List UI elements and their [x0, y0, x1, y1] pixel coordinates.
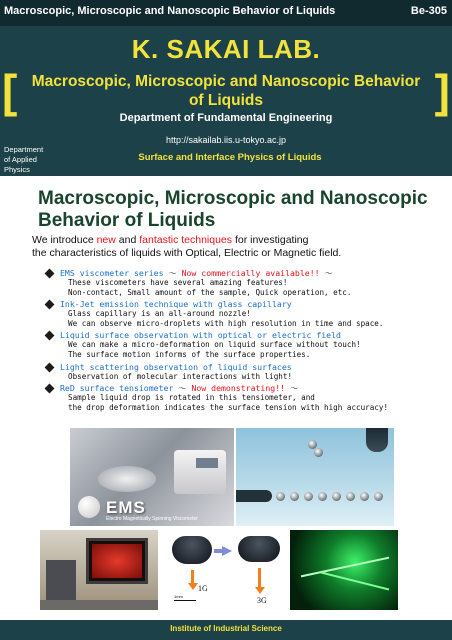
scale-label: 1mm	[174, 594, 183, 599]
intro-line-1	[32, 234, 442, 247]
top-bar-title: Macroscopic, Microscopic and Nanoscopic Behavior of Liquids	[4, 5, 336, 17]
laser-beam-shape	[321, 572, 389, 591]
poster-subtitle	[28, 72, 424, 110]
diamond-bullet-icon	[45, 300, 55, 310]
intro-text-b: and	[115, 234, 140, 246]
item-title: Liquid surface observation with optical or electric field	[60, 330, 341, 341]
droplet-shape	[290, 492, 299, 501]
droplet-shape	[276, 492, 285, 501]
right-bracket-ornament: ]	[434, 65, 450, 117]
side-dept-line-1: Department	[4, 145, 44, 154]
item-highlight: Now commercially available!!	[181, 268, 320, 278]
item-description: These viscometers have several amazing features!	[68, 278, 288, 287]
item-title	[60, 268, 446, 278]
item-tilde: ～	[173, 383, 192, 394]
droplet-shape	[332, 492, 341, 501]
transition-arrow-shaft	[214, 549, 222, 553]
intro-text-a: We introduce	[32, 234, 97, 246]
item-tilde: ～	[163, 268, 182, 278]
droplet-shape	[304, 492, 313, 501]
main-heading	[38, 188, 442, 232]
gravity-arrow-1g	[191, 570, 194, 584]
sample-ball-shape	[78, 496, 100, 518]
item-description: the drop deformation indicates the surface tension with high accuracy!	[68, 402, 389, 412]
viscometer-machine-shape	[174, 450, 226, 494]
monitor-display-shape	[92, 544, 142, 578]
drop-3g-shape	[238, 536, 280, 562]
lab-name: K. SAKAI LAB.	[131, 34, 321, 64]
side-department-label	[4, 145, 43, 175]
technique-list	[46, 268, 446, 414]
machine-screen-shape	[196, 458, 218, 468]
side-dept-line-2: of Applied	[4, 155, 37, 164]
gravity-arrow-head-1g	[188, 583, 198, 590]
laser-beam-shape	[301, 557, 389, 578]
list-item	[46, 383, 446, 412]
item-description: We can observe micro-droplets with high resolution in time and space.	[68, 318, 384, 328]
item-description: Observation of molecular interactions with light!	[68, 371, 293, 381]
droplet-shape	[360, 492, 369, 501]
left-bracket-ornament: [	[2, 65, 18, 117]
item-title-text: ReD surface tensiometer	[60, 383, 174, 394]
light-scattering-photo	[290, 530, 398, 610]
item-highlight: Now demonstrating!!	[191, 383, 286, 394]
ems-logo-subtitle: Electro Magnetically Spinning Viscometer	[106, 516, 198, 522]
ems-logo: EMS	[106, 498, 146, 517]
item-title	[60, 383, 446, 393]
diamond-bullet-icon	[45, 331, 55, 341]
department-name: Department of Fundamental Engineering	[119, 112, 333, 124]
scale-bar	[174, 600, 196, 601]
intro-line-2: the characteristics of liquids with Optical, Electric or Magnetic field.	[32, 247, 342, 259]
item-title: Ink-Jet emission technique with glass capillary	[60, 299, 292, 310]
list-item	[46, 299, 446, 328]
research-field: Surface and Interface Physics of Liquids	[138, 152, 322, 163]
subtitle-line-2: of Liquids	[188, 92, 264, 109]
item-title: Light scattering observation of liquid surfaces	[60, 361, 292, 372]
drop-deformation-photo	[162, 530, 282, 610]
gravity-label-3g: 3G	[257, 596, 267, 605]
subtitle-line-1: Macroscopic, Microscopic and Nanoscopic Behavior	[31, 73, 421, 90]
list-item	[46, 330, 446, 359]
intro-new: new	[96, 234, 116, 246]
diamond-bullet-icon	[45, 362, 55, 372]
item-tilde-end: ～	[319, 268, 333, 278]
main-heading-line-2: Behavior of Liquids	[38, 210, 216, 231]
list-item	[46, 362, 446, 382]
droplet-shape	[314, 448, 323, 457]
gravity-label-1g: 1G	[198, 584, 208, 593]
item-description: The surface motion informs of the surface properties.	[68, 349, 311, 359]
diamond-bullet-icon	[45, 384, 55, 394]
item-description: Glass capillary is an all-around nozzle!	[68, 309, 251, 319]
side-dept-line-3: Physics	[4, 165, 30, 174]
drop-1g-shape	[172, 536, 212, 564]
item-tilde-end: ～	[285, 383, 299, 394]
bench-shape	[40, 600, 158, 610]
gravity-arrow-head-3g	[255, 587, 265, 594]
gravity-arrow-3g	[258, 568, 261, 588]
poster-code: Be-305	[410, 5, 447, 17]
main-heading-line-1: Macroscopic, Microscopic and Nanoscopic	[38, 188, 428, 209]
ems-viscometer-photo	[70, 428, 234, 526]
droplet-shape	[374, 492, 383, 501]
institute-name: Institute of Industrial Science	[170, 624, 282, 633]
intro-paragraph	[32, 234, 442, 260]
poster-footer	[0, 620, 452, 640]
capillary-nozzle-shape	[366, 428, 388, 452]
diamond-bullet-icon	[45, 269, 55, 279]
item-description: Sample liquid drop is rotated in this tensiometer, and	[68, 393, 315, 403]
top-bar	[0, 0, 452, 26]
poster-header	[0, 0, 452, 176]
list-item	[46, 268, 446, 297]
item-description: Non-contact, Small amount of the sample, Quick operation, etc.	[68, 287, 352, 297]
monitor-shape	[86, 538, 148, 584]
droplet-shape	[346, 492, 355, 501]
item-description: We can make a micro-deformation on liquid surface without touch!	[68, 340, 361, 350]
capillary-tip-shape	[236, 490, 272, 502]
sample-disk-shape	[98, 466, 156, 492]
droplet-shape	[318, 492, 327, 501]
inkjet-droplets-photo	[236, 428, 394, 526]
transition-arrow-icon	[222, 546, 232, 556]
lab-url[interactable]: http://sakailab.iis.u-tokyo.ac.jp	[165, 135, 287, 145]
lab-setup-photo	[40, 530, 158, 610]
intro-fantastic: fantastic techniques	[139, 234, 233, 246]
intro-text-c: for investigating	[232, 234, 309, 246]
item-title-text: EMS viscometer series	[60, 268, 164, 278]
